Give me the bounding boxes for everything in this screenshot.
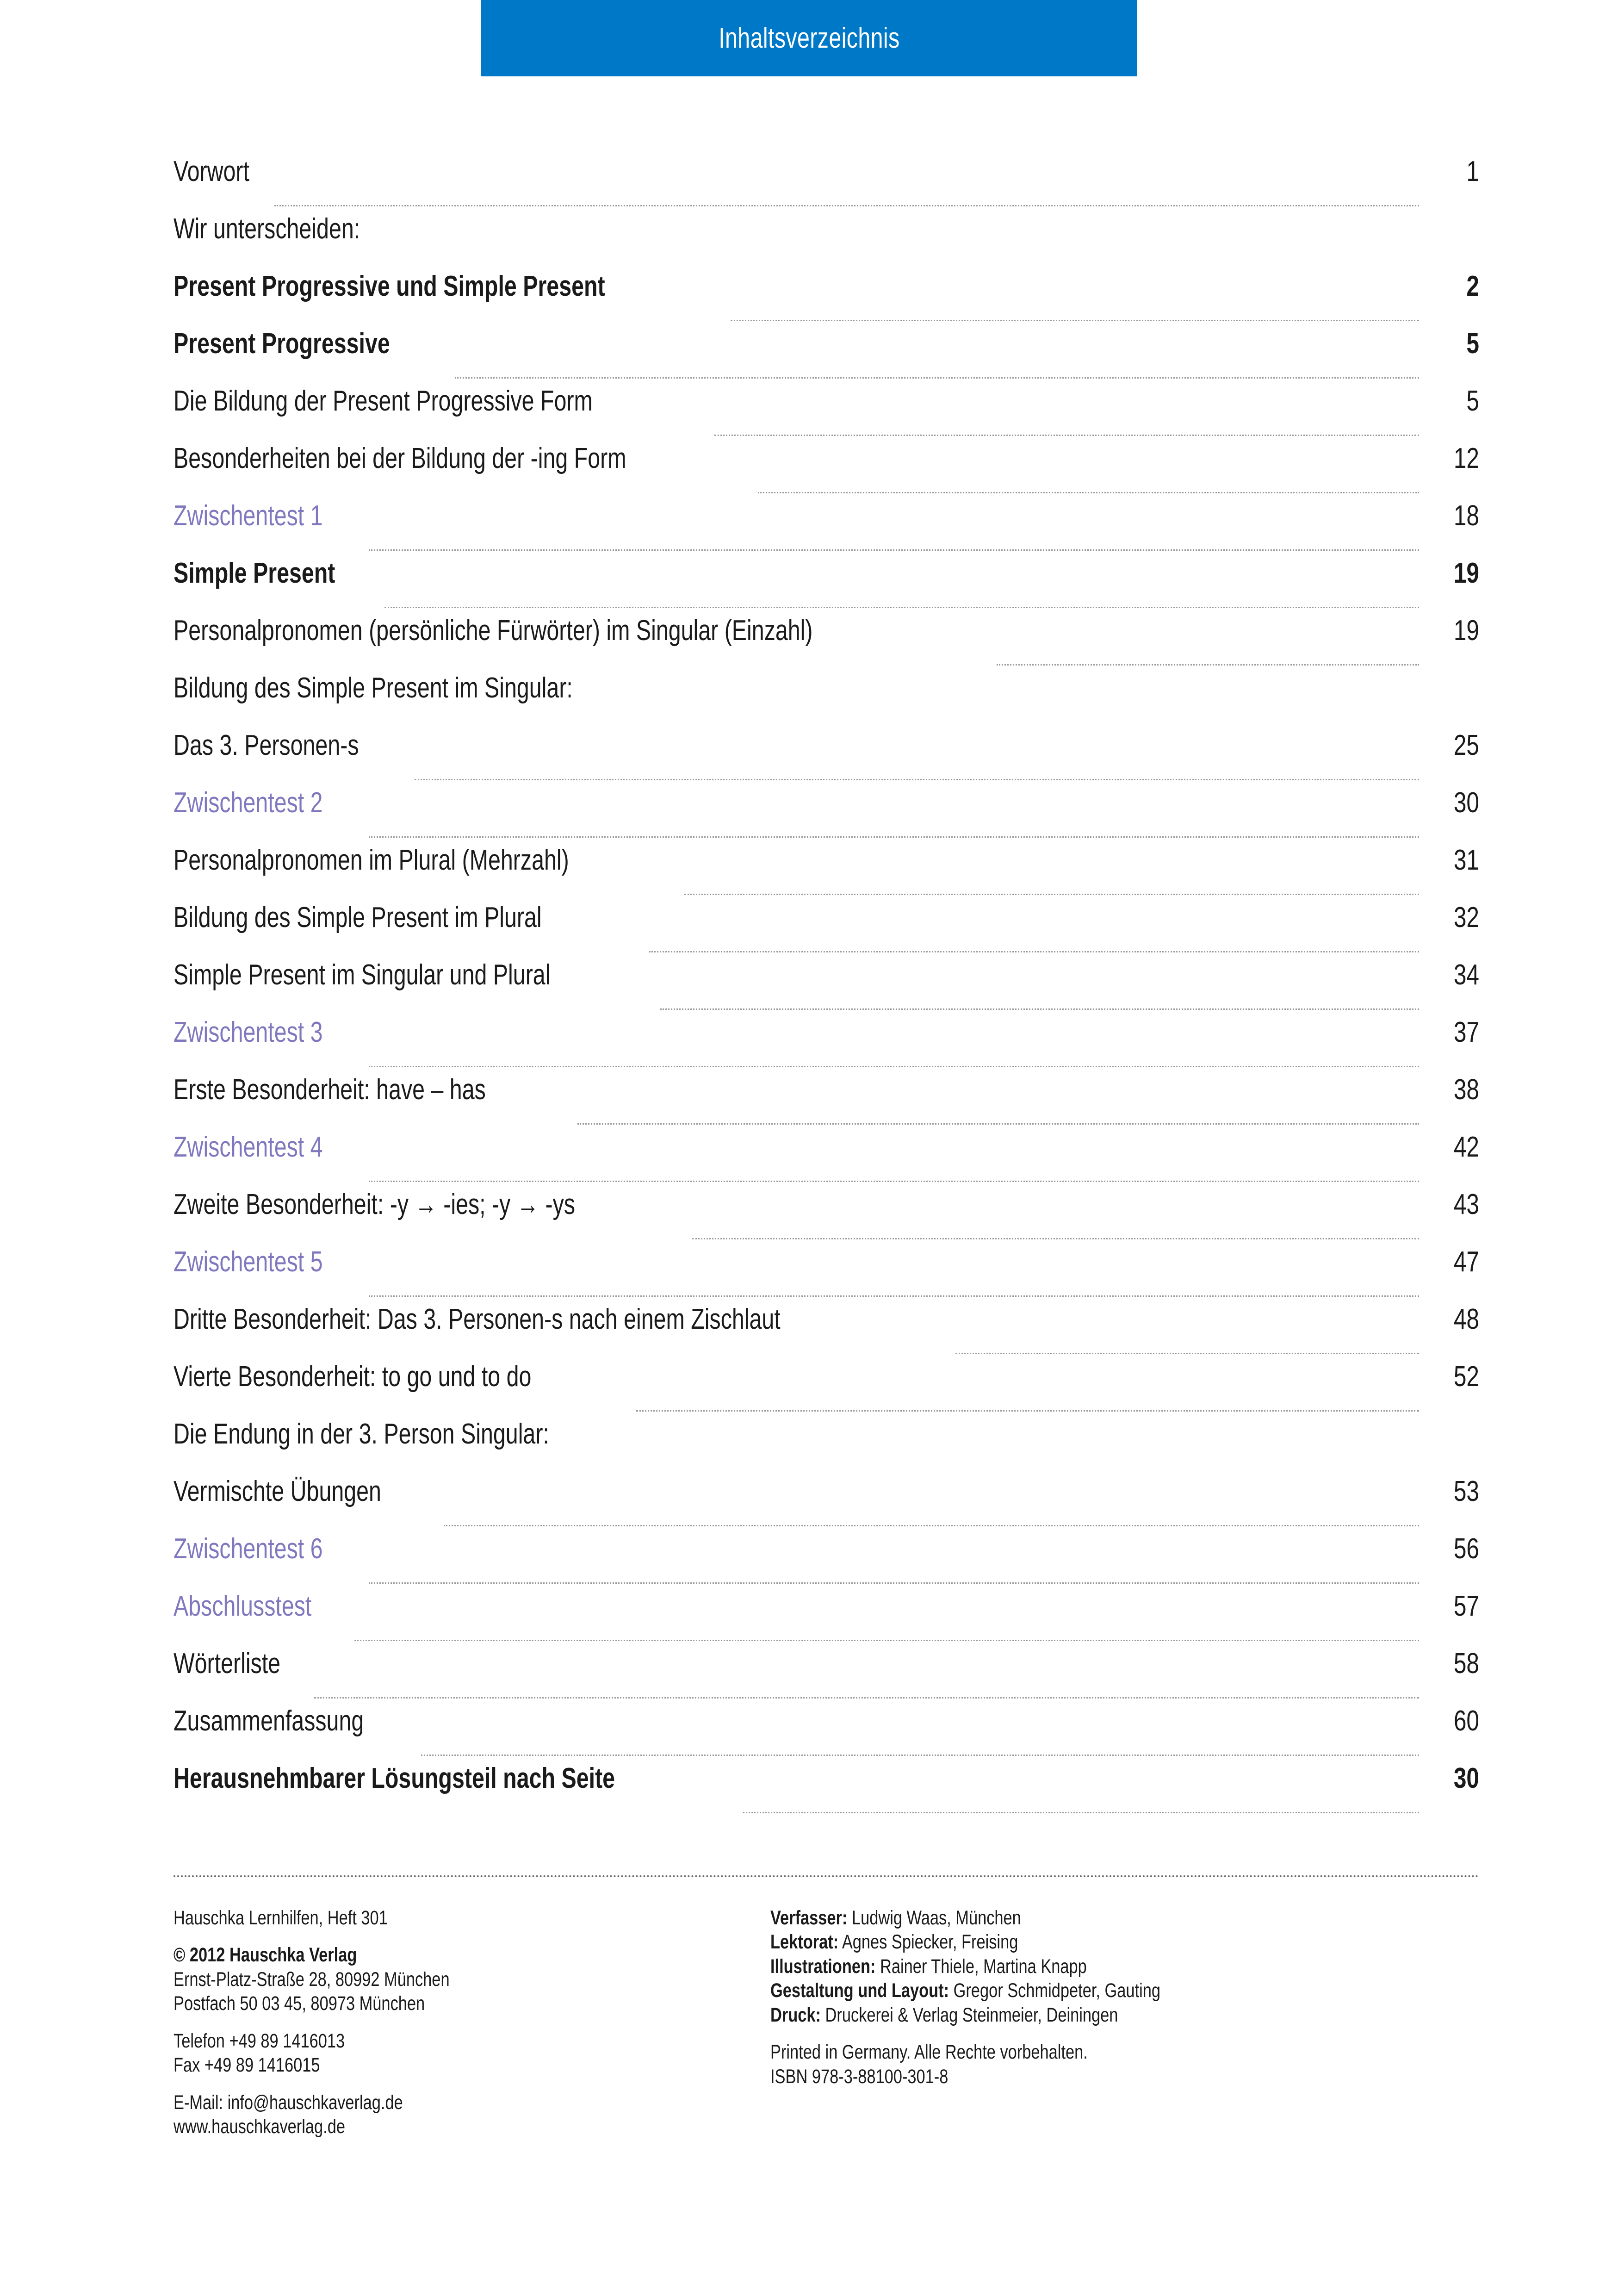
toc-entry-page-number: 37 bbox=[1453, 1016, 1479, 1048]
toc-leader-dots bbox=[314, 1697, 1419, 1699]
toc-entry-label: Dritte Besonderheit: Das 3. Personen-s nach einem Zischlaut bbox=[174, 1303, 781, 1335]
footer-credit-value: Ludwig Waas, München bbox=[847, 1907, 1021, 1929]
footer-credit-line bbox=[770, 1954, 1478, 1979]
toc-entry-label: Bildung des Simple Present im Singular: bbox=[174, 672, 573, 704]
footer-text-line: E-Mail: info@hauschkaverlag.de bbox=[174, 2091, 403, 2114]
footer-credit-label: Gestaltung und Layout: bbox=[770, 1979, 949, 2002]
toc-entry-page-number: 32 bbox=[1453, 902, 1479, 933]
toc-entry-label: Die Bildung der Present Progressive Form bbox=[174, 385, 593, 417]
toc-entry-page-number: 42 bbox=[1453, 1131, 1479, 1163]
toc-entry[interactable] bbox=[174, 1076, 1479, 1133]
footer-credit-value: Printed in Germany. Alle Rechte vorbehalten. bbox=[770, 2041, 1088, 2064]
toc-entry-page-number: 47 bbox=[1453, 1246, 1479, 1278]
footer-credit-label: Druck: bbox=[770, 2004, 821, 2026]
toc-entry-label: Zwischentest 4 bbox=[174, 1131, 323, 1163]
toc-entry[interactable] bbox=[174, 1133, 1479, 1190]
toc-entry-page-number: 56 bbox=[1453, 1533, 1479, 1565]
footer-credit-value: ISBN 978-3-88100-301-8 bbox=[770, 2065, 948, 2088]
toc-entry-page-number: 5 bbox=[1466, 328, 1479, 360]
toc-entry-label: Personalpronomen im Plural (Mehrzahl) bbox=[174, 844, 569, 876]
toc-entry-page-number: 43 bbox=[1453, 1188, 1479, 1220]
toc-entry[interactable] bbox=[174, 502, 1479, 559]
toc-entry-page-number: 38 bbox=[1453, 1074, 1479, 1106]
toc-entry[interactable] bbox=[174, 789, 1479, 846]
toc-entry-label: Present Progressive und Simple Present bbox=[174, 270, 605, 302]
toc-entry[interactable] bbox=[174, 1707, 1479, 1764]
toc-entry-label: Simple Present bbox=[174, 557, 335, 589]
toc-entry[interactable] bbox=[174, 1477, 1479, 1535]
toc-entry-label: Simple Present im Singular und Plural bbox=[174, 959, 551, 991]
toc-leader-dots bbox=[692, 1238, 1419, 1239]
toc-entry-page-number: 18 bbox=[1453, 500, 1479, 532]
toc-entry[interactable] bbox=[174, 1018, 1479, 1076]
toc-entry-label: Bildung des Simple Present im Plural bbox=[174, 902, 542, 933]
toc-entry-page-number: 53 bbox=[1453, 1475, 1479, 1507]
toc-content bbox=[174, 157, 1479, 1822]
footer-divider bbox=[174, 1875, 1479, 1877]
toc-entry[interactable] bbox=[174, 1190, 1479, 1248]
toc-leader-dots bbox=[659, 1468, 1419, 1469]
footer-text-line: Postfach 50 03 45, 80973 München bbox=[174, 1992, 425, 2015]
toc-leader-dots bbox=[274, 205, 1419, 206]
toc-entry-page-number: 25 bbox=[1453, 729, 1479, 761]
toc-leader-dots bbox=[577, 1123, 1419, 1125]
toc-entry[interactable] bbox=[174, 903, 1479, 961]
toc-leader-dots bbox=[689, 722, 1419, 723]
toc-leader-dots bbox=[369, 1295, 1419, 1297]
page-title: Inhaltsverzeichnis bbox=[719, 22, 900, 54]
toc-entry[interactable] bbox=[174, 387, 1479, 444]
toc-leader-dots bbox=[743, 1811, 1419, 1813]
toc-entry-page-number: 48 bbox=[1453, 1303, 1479, 1335]
toc-entry[interactable] bbox=[174, 1535, 1479, 1592]
footer bbox=[174, 1906, 1479, 2139]
toc-leader-dots bbox=[444, 1524, 1419, 1526]
table-of-contents bbox=[174, 157, 1479, 1822]
footer-credit-value: Rainer Thiele, Martina Knapp bbox=[875, 1955, 1087, 1978]
toc-entry-label: Zwischentest 1 bbox=[174, 500, 323, 532]
toc-leader-dots bbox=[758, 492, 1419, 493]
toc-entry[interactable] bbox=[174, 961, 1479, 1018]
toc-entry-page-number: 57 bbox=[1453, 1590, 1479, 1622]
toc-entry[interactable] bbox=[174, 1420, 1479, 1477]
toc-entry-label: Zwischentest 3 bbox=[174, 1016, 323, 1048]
toc-leader-dots bbox=[421, 1754, 1419, 1756]
toc-entry-page-number: 52 bbox=[1453, 1361, 1479, 1393]
footer-credit-line bbox=[770, 2040, 1478, 2064]
toc-leader-dots bbox=[369, 836, 1419, 838]
toc-entry-label: Zwischentest 6 bbox=[174, 1533, 323, 1565]
toc-entry-label: Zwischentest 2 bbox=[174, 787, 323, 819]
footer-text-line bbox=[174, 1943, 770, 1967]
toc-entry-page-number: 19 bbox=[1453, 557, 1479, 589]
footer-text-line: Ernst-Platz-Straße 28, 80992 München bbox=[174, 1968, 450, 1991]
toc-leader-dots bbox=[649, 951, 1419, 952]
header-banner bbox=[481, 0, 1137, 76]
toc-entry-page-number: 58 bbox=[1453, 1648, 1479, 1680]
toc-entry-page-number: 30 bbox=[1453, 787, 1479, 819]
toc-entry[interactable] bbox=[174, 559, 1479, 616]
toc-entry[interactable] bbox=[174, 846, 1479, 903]
toc-entry-label: Present Progressive bbox=[174, 328, 390, 360]
toc-entry-label: Vorwort bbox=[174, 156, 249, 187]
toc-leader-dots bbox=[354, 1639, 1419, 1641]
toc-entry[interactable] bbox=[174, 616, 1479, 674]
footer-credit-value: Agnes Spiecker, Freising bbox=[838, 1931, 1018, 1954]
toc-entry[interactable] bbox=[174, 215, 1479, 272]
toc-entry-page-number: 31 bbox=[1453, 844, 1479, 876]
toc-entry-page-number: 5 bbox=[1466, 385, 1479, 417]
toc-entry-page-number: 34 bbox=[1453, 959, 1479, 991]
toc-entry-page-number: 1 bbox=[1466, 156, 1479, 187]
toc-entry[interactable] bbox=[174, 1764, 1479, 1822]
toc-entry-label: Das 3. Personen-s bbox=[174, 729, 359, 761]
toc-entry-label: Besonderheiten bei der Bildung der -ing Form bbox=[174, 442, 626, 474]
toc-entry-label: Wir unterscheiden: bbox=[174, 213, 360, 245]
toc-leader-dots bbox=[369, 1582, 1419, 1584]
toc-entry-label: Personalpronomen (persönliche Fürwörter) im Singular (Einzahl) bbox=[174, 615, 813, 647]
toc-entry[interactable] bbox=[174, 1649, 1479, 1707]
footer-credit-line bbox=[770, 2065, 1478, 2089]
toc-entry[interactable] bbox=[174, 1248, 1479, 1305]
toc-leader-dots bbox=[369, 1180, 1419, 1182]
footer-credit-line bbox=[770, 2003, 1478, 2027]
toc-entry[interactable] bbox=[174, 330, 1479, 387]
toc-leader-dots bbox=[455, 377, 1419, 379]
toc-leader-dots bbox=[369, 549, 1419, 551]
toc-entry-page-number: 2 bbox=[1466, 270, 1479, 302]
toc-entry[interactable] bbox=[174, 1363, 1479, 1420]
toc-leader-dots bbox=[955, 1352, 1419, 1354]
toc-leader-dots bbox=[660, 1008, 1419, 1010]
toc-leader-dots bbox=[384, 606, 1419, 608]
toc-entry-page-number: 12 bbox=[1453, 442, 1479, 474]
toc-leader-dots bbox=[731, 319, 1419, 321]
toc-entry-page-number: 19 bbox=[1453, 615, 1479, 647]
footer-publisher-column bbox=[174, 1906, 770, 2139]
toc-entry-label: Zweite Besonderheit: -y → -ies; -y → -ys bbox=[174, 1188, 576, 1220]
footer-text-line: Telefon +49 89 1416013 bbox=[174, 2029, 345, 2052]
toc-entry[interactable] bbox=[174, 157, 1479, 215]
footer-credit-label: Lektorat: bbox=[770, 1931, 839, 1954]
toc-leader-dots bbox=[684, 893, 1419, 895]
footer-copyright-label: © 2012 Hauschka Verlag bbox=[174, 1944, 357, 1966]
toc-entry-label: Vermischte Übungen bbox=[174, 1475, 381, 1507]
toc-entry-page-number: 30 bbox=[1453, 1762, 1479, 1794]
footer-credits-column bbox=[770, 1906, 1478, 2139]
footer-credit-value: Gregor Schmidpeter, Gauting bbox=[949, 1979, 1161, 2002]
toc-entry-label: Zusammenfassung bbox=[174, 1705, 364, 1737]
footer-text-line: www.hauschkaverlag.de bbox=[174, 2116, 345, 2138]
toc-leader-dots bbox=[369, 1065, 1419, 1067]
toc-entry-label: Erste Besonderheit: have – has bbox=[174, 1074, 486, 1106]
toc-entry-label: Abschlusstest bbox=[174, 1590, 312, 1622]
toc-entry-label: Wörterliste bbox=[174, 1648, 281, 1680]
toc-entry[interactable] bbox=[174, 444, 1479, 502]
toc-entry[interactable] bbox=[174, 731, 1479, 789]
toc-leader-dots bbox=[636, 1410, 1419, 1412]
toc-entry[interactable] bbox=[174, 674, 1479, 731]
footer-credit-line bbox=[770, 1906, 1478, 1930]
toc-entry-label: Zwischentest 5 bbox=[174, 1246, 323, 1278]
toc-leader-dots bbox=[416, 263, 1419, 264]
toc-entry-page-number: 60 bbox=[1453, 1705, 1479, 1737]
footer-credit-label: Illustrationen: bbox=[770, 1955, 876, 1978]
toc-entry-label: Die Endung in der 3. Person Singular: bbox=[174, 1418, 549, 1450]
toc-entry[interactable] bbox=[174, 1305, 1479, 1363]
toc-leader-dots bbox=[415, 778, 1419, 780]
toc-leader-dots bbox=[714, 434, 1419, 436]
footer-credit-line bbox=[770, 1930, 1478, 1954]
toc-entry[interactable] bbox=[174, 272, 1479, 330]
toc-entry-label: Herausnehmbarer Lösungsteil nach Seite bbox=[174, 1762, 615, 1794]
footer-text-line: Fax +49 89 1416015 bbox=[174, 2054, 320, 2077]
footer-credit-line bbox=[770, 1979, 1478, 2003]
toc-leader-dots bbox=[997, 664, 1419, 666]
footer-credit-value: Druckerei & Verlag Steinmeier, Deiningen bbox=[820, 2004, 1118, 2026]
footer-credit-label: Verfasser: bbox=[770, 1907, 848, 1929]
toc-entry-label: Vierte Besonderheit: to go und to do bbox=[174, 1361, 532, 1393]
footer-text-line: Hauschka Lernhilfen, Heft 301 bbox=[174, 1907, 388, 1929]
toc-entry[interactable] bbox=[174, 1592, 1479, 1649]
